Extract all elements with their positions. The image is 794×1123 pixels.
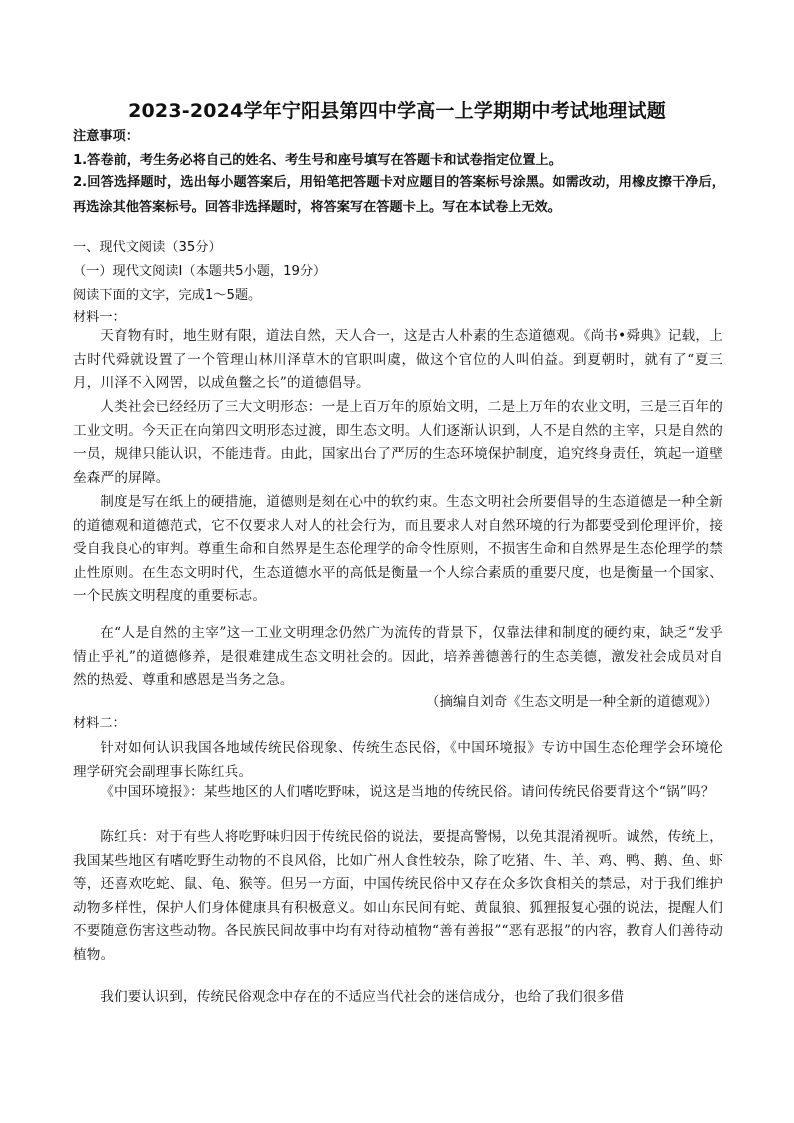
reading-instruction: 阅读下面的文字，完成1～5题。	[73, 288, 262, 303]
subsection-heading: （一）现代文阅读Ⅰ（本题共5小题，19分）	[73, 264, 327, 279]
notice-heading: 注意事项：	[73, 129, 139, 144]
page-title: 2023-2024学年宁阳县第四中学高一上学期期中考试地理试题	[128, 100, 666, 122]
source-citation: （摘编自刘奇《生态文明是一种全新的道德观》）	[425, 694, 718, 710]
material-label: 材料一：	[73, 310, 126, 325]
notice-item: 1.答卷前，考生务必将自己的姓名、考生号和座号填写在答题卡和试卷指定位置上。	[73, 153, 562, 168]
material-label: 材料二：	[73, 716, 126, 731]
notice-item: 2.回答选择题时，选出每小题答案后，用铅笔把答题卡对应题目的答案标号涂黑。如需改动，用橡皮擦干净后，再选涂其他答案标号。回答非选择题时，将答案写在答题卡上。写在本试卷上无效。	[73, 175, 725, 215]
section-heading: 一、现代文阅读（35分）	[73, 240, 222, 255]
material-paragraph: 《中国环境报》：某些地区的人们嗜吃野味，说这是当地的传统民俗。请问传统民俗要背这个“锅”吗？	[100, 784, 715, 800]
material-paragraph: 人类社会已经经历了三大文明形态：一是上百万年的原始文明，二是上万年的农业文明，三是三百年的工业文明。今天正在向第四文明形态过渡，即生态文明。人们逐渐认识到，人不是自然的主宰，只是自然的一员，规律只能认识，不能违背。由此，国家出台了严厉的生态环境保护制度，追究终身责任，筑起一道壁垒森严的屏障。	[73, 399, 723, 486]
material-paragraph: 制度是写在纸上的硬措施，道德则是刻在心中的软约束。生态文明社会所要倡导的生态道德是一种全新的道德观和道德范式，它不仅要求人对人的社会行为，而且要求人对自然环境的行为都要受到伦理评价，接受自我良心的审判。尊重生命和自然界是生态伦理学的命令性原则，不损害生命和自然界是生态伦理学的禁止性原则。在生态文明时代，生态道德水平的高低是衡量一个人综合素质的重要尺度，也是衡量一个国家、一个民族文明程度的重要标志。	[73, 494, 723, 605]
material-paragraph: 针对如何认识我国各地域传统民俗现象、传统生态民俗，《中国环境报》专访中国生态伦理学会环境伦理学研究会副理事长陈红兵。	[73, 740, 723, 780]
material-paragraph: 天育物有时，地生财有限，道法自然，天人合一，这是古人朴素的生态道德观。《尚书•舜典》记载，上古时代舜就设置了一个管理山林川泽草木的官职叫虞，做这个官位的人叫伯益。到夏朝时，就有了“夏三月，川泽不入网罟，以成鱼鳖之长”的道德倡导。	[73, 328, 723, 392]
material-paragraph: 我们要认识到，传统民俗观念中存在的不适应当代社会的迷信成分，也给了我们很多借	[100, 989, 625, 1005]
material-paragraph: 陈红兵：对于有些人将吃野味归因于传统民俗的说法，要提高警惕，以免其混淆视听。诚然，传统上，我国某些地区有嗜吃野生动物的不良风俗，比如广州人食性较杂，除了吃猪、牛、羊、鸡、鸭、鹅、鱼、虾等，还喜欢吃蛇、鼠、龟、猴等。但另一方面，中国传统民俗中又存在众多饮食相关的禁忌，对于我们维护动物多样性，保护人们身体健康具有积极意义。如山东民间有蛇、黄鼠狼、狐狸报复心强的说法，提醒人们不要随意伤害这些动物。各民族民间故事中均有对待动植物“善有善报”“恶有恶报”的内容，教育人们善待动植物。	[73, 829, 723, 963]
material-paragraph: 在“人是自然的主宰”这一工业文明理念仍然广为流传的背景下，仅靠法律和制度的硬约束，缺乏“发乎情止乎礼”的道德修养，是很难建成生态文明社会的。因此，培养善德善行的生态美德，激发社会成员对自然的热爱、尊重和感恩是当务之急。	[73, 625, 723, 689]
